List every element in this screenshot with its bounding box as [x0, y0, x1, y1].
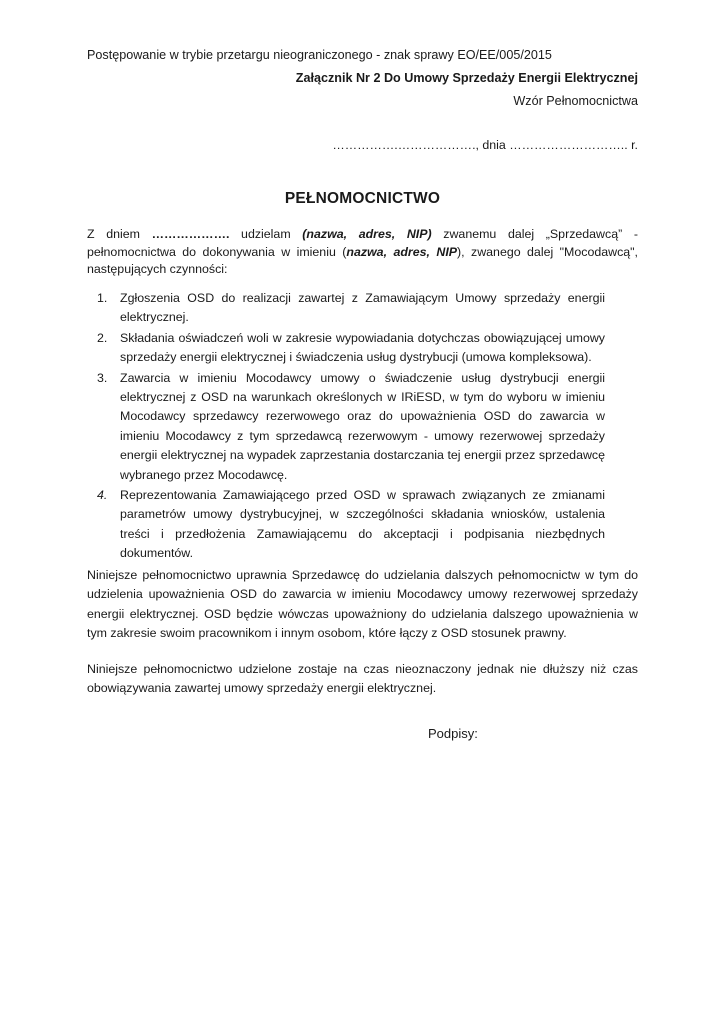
- place-date-line: …………….………………., dnia ……………………….. r.: [332, 138, 638, 152]
- intro-text-4: ), zwanego dalej "Mocodawcą", następujących czynności:: [87, 244, 638, 276]
- principal-placeholder: nazwa, adres, NIP: [346, 244, 458, 259]
- signatures-label: Podpisy:: [428, 726, 478, 741]
- intro-text-2: udzielam: [229, 227, 303, 241]
- procedure-reference: Postępowanie w trybie przetargu nieograniczonego - znak sprawy EO/EE/005/2015: [87, 48, 552, 62]
- powers-list: [87, 289, 638, 565]
- list-item: [87, 369, 638, 485]
- attachment-title: Załącznik Nr 2 Do Umowy Sprzedaży Energii Elektrycznej: [295, 71, 638, 85]
- list-item-number: 3.: [97, 370, 108, 385]
- date-placeholder: ……………….: [151, 227, 230, 241]
- list-item-number: 4.: [97, 488, 108, 503]
- list-item-text: Zawarcia w imieniu Mocodawcy umowy o świadczenie usług dystrybucji energii elektrycznej z OSD na warunkach określonych w IRiESD, w tym do wyboru w imieniu Mocodawcy sprzedawcy rezerwowego oraz do upoważnienia OSD do zawarcia w imieniu Mocodawcy z tym sprzedawcą rezerwowym - umowy rezerwowej sprzedaży energii elektrycznej na wypadek zaprzestania dostarczania tej energii przez sprzedawcę wybranego przez Mocodawcę.: [120, 370, 605, 482]
- list-item-text: Reprezentowania Zamawiającego przed OSD w sprawach związanych ze zmianami parametrów umowy dystrybucyjnej, w szczególności składania wniosków, ustalenia treści i przedłożenia Zamawiającemu do akceptacji i podpisania niezbędnych dokumentów.: [120, 488, 605, 561]
- list-item: [87, 289, 638, 328]
- list-item-text: Zgłoszenia OSD do realizacji zawartej z Zamawiającym Umowy sprzedaży energii elektrycznej.: [120, 291, 605, 325]
- list-item-number: 1.: [97, 291, 108, 305]
- template-label: Wzór Pełnomocnictwa: [513, 94, 638, 108]
- intro-text-1: Z dniem: [87, 227, 152, 241]
- validity-paragraph: Niniejsze pełnomocnictwo udzielone zostaje na czas nieoznaczony jednak nie dłuższy niż czas obowiązywania zawartej umowy sprzedaży energii elektrycznej.: [87, 662, 638, 696]
- intro-paragraph: [87, 226, 638, 279]
- document-title: PEŁNOMOCNICTWO: [284, 190, 441, 207]
- list-item-number: 2.: [97, 330, 108, 345]
- intro-text-3: zwanemu dalej „Sprzedawcą” - pełnomocnictwa do dokonywania w imieniu (: [87, 227, 638, 259]
- list-item: [87, 486, 638, 564]
- agent-placeholder: (nazwa, adres, NIP): [302, 227, 432, 241]
- list-item-text: Składania oświadczeń woli w zakresie wypowiadania dotychczas obowiązującej umowy sprzedaży energii elektrycznej i świadczenia usług dystrybucji (umowa kompleksowa).: [120, 330, 605, 365]
- list-item: [87, 329, 638, 368]
- sub-authorization-paragraph: Niniejsze pełnomocnictwo uprawnia Sprzedawcę do udzielania dalszych pełnomocnictw w tym do udzielenia upoważnienia OSD do zawarcia w imieniu Mocodawcy umowy rezerwowej sprzedaży energii elektrycznej. OSD będzie wówczas upoważniony do udzielania dalszego upoważnienia w tym zakresie swoim pracownikom i innym osobom, które łączy z OSD stosunek prawny.: [87, 568, 638, 641]
